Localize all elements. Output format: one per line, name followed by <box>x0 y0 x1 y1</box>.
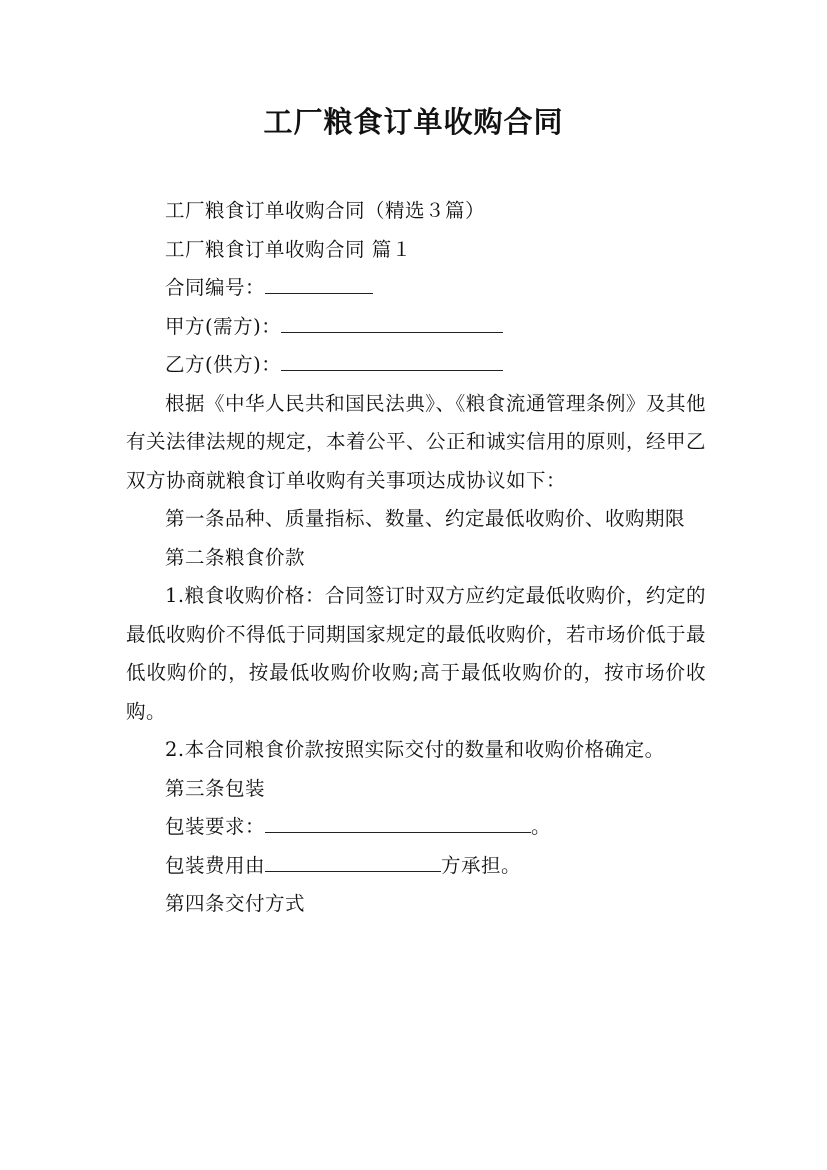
article-2-heading: 第二条粮食价款 <box>165 545 306 569</box>
packaging-fee-suffix: 方承担。 <box>441 853 522 877</box>
party-a-line <box>126 308 706 347</box>
party-b-blank <box>281 346 503 371</box>
party-b-label: 乙方(供方)： <box>165 353 282 376</box>
packaging-fee-line <box>126 847 706 886</box>
party-a-label: 甲方(需方)： <box>165 314 282 338</box>
packaging-requirement-label: 包装要求： <box>165 815 266 838</box>
packaging-requirement-end: 。 <box>531 815 552 838</box>
party-b-line <box>126 346 706 385</box>
packaging-fee-prefix: 包装费用由 <box>165 853 266 877</box>
contract-number-label: 合同编号： <box>165 276 266 299</box>
packaging-requirement-line <box>126 808 706 847</box>
preamble-paragraph: 根据《中华人民共和国民法典》、《粮食流通管理条例》及其他有关法律法规的规定，本着公平、公正和诚实信用的原则，经甲乙双方协商就粮食订单收购有关事项达成协议如下： <box>126 391 707 492</box>
article-1-heading: 第一条品种、质量指标、数量、约定最低收购价、收购期限 <box>165 507 686 530</box>
document-body <box>126 192 706 924</box>
article-2-item-1: 1.粮食收购价格：合同签订时双方应约定最低收购价，约定的最低收购价不得低于同期国家规定的最低收购价，若市场价低于最低收购价的，按最低收购价收购;高于最低收购价的，按市场价收购。 <box>126 584 707 723</box>
article-3-heading: 第三条包装 <box>165 776 266 800</box>
contract-number-line <box>126 269 706 308</box>
part-heading: 工厂粮食订单收购合同 篇１ <box>165 237 412 261</box>
article-2-item-2: 2.本合同粮食价款按照实际交付的数量和收购价格确定。 <box>165 738 665 761</box>
subtitle: 工厂粮食订单收购合同（精选３篇） <box>165 199 486 222</box>
party-a-blank <box>281 308 503 333</box>
article-4-heading: 第四条交付方式 <box>165 892 306 915</box>
contract-number-blank <box>265 269 373 294</box>
document-title: 工厂粮食订单收购合同 <box>263 105 564 139</box>
packaging-requirement-blank <box>265 808 531 833</box>
packaging-fee-blank <box>265 847 441 872</box>
